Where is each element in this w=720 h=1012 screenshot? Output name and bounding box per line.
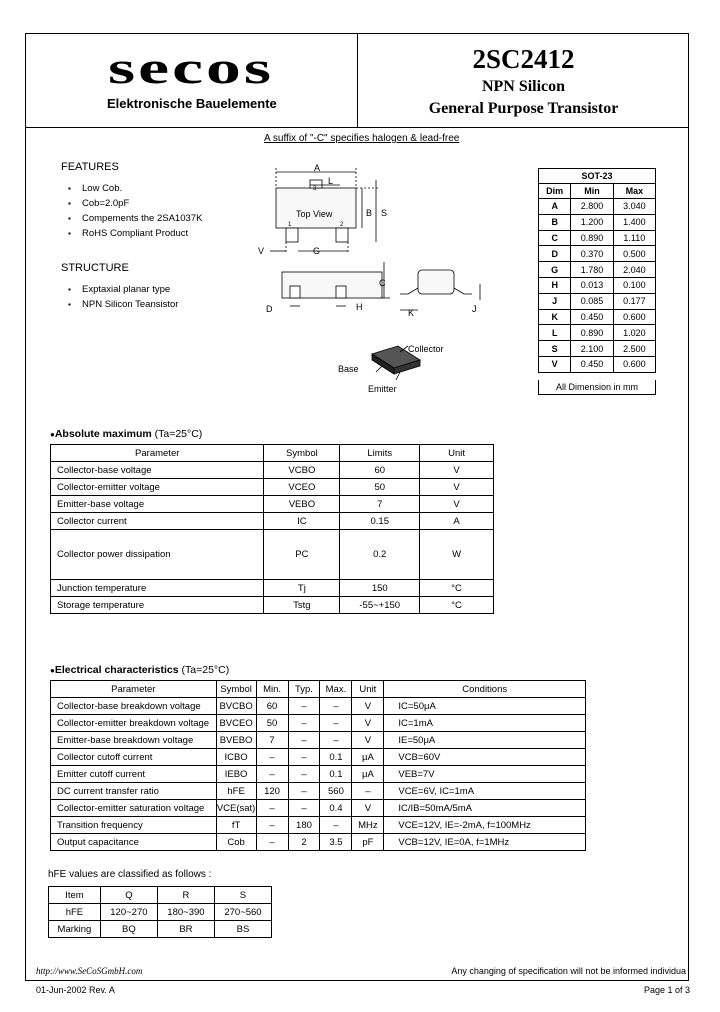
absolute-max-title: Absolute maximum bbox=[54, 428, 152, 440]
table-cell: – bbox=[320, 732, 352, 749]
dim-label-L: L bbox=[328, 176, 334, 186]
table-cell: ICBO bbox=[216, 749, 256, 766]
table-header: S bbox=[214, 887, 271, 904]
table-row bbox=[51, 462, 494, 479]
table-row bbox=[51, 749, 586, 766]
table-cell: – bbox=[288, 715, 320, 732]
electrical-heading bbox=[50, 664, 229, 676]
table-cell: – bbox=[320, 715, 352, 732]
svg-text:secos: secos bbox=[108, 52, 274, 90]
dim-cell: 0.370 bbox=[571, 246, 613, 262]
structure-item: ▪ NPN Silicon Teansistor bbox=[68, 297, 178, 312]
table-row bbox=[51, 783, 586, 800]
features-list bbox=[68, 181, 202, 241]
table-cell: Output capacitance bbox=[51, 834, 217, 851]
table-row bbox=[51, 580, 494, 597]
sot23-dimension-table bbox=[538, 168, 656, 373]
table-cell: – bbox=[256, 766, 288, 783]
dim-cell: K bbox=[539, 309, 571, 325]
table-row bbox=[49, 904, 272, 921]
table-row bbox=[51, 800, 586, 817]
table-row bbox=[51, 530, 494, 580]
dim-cell: 1.780 bbox=[571, 262, 613, 278]
dim-row bbox=[539, 199, 656, 215]
table-cell: V bbox=[352, 715, 384, 732]
table-cell: Collector current bbox=[51, 513, 264, 530]
table-header: Symbol bbox=[216, 681, 256, 698]
table-cell: IC=1mA bbox=[384, 715, 586, 732]
table-cell: IE=50μA bbox=[384, 732, 586, 749]
table-row bbox=[51, 715, 586, 732]
dim-row bbox=[539, 246, 656, 262]
feature-item: ▪ RoHS Compliant Product bbox=[68, 226, 202, 241]
table-cell: VEBO bbox=[264, 496, 340, 513]
table-header: Item bbox=[49, 887, 101, 904]
table-cell: 120 bbox=[256, 783, 288, 800]
table-cell: – bbox=[320, 698, 352, 715]
table-row bbox=[51, 766, 586, 783]
features-title: FEATURES bbox=[61, 161, 119, 173]
table-cell: 0.1 bbox=[320, 766, 352, 783]
dim-row bbox=[539, 262, 656, 278]
table-cell: – bbox=[288, 732, 320, 749]
pin-3-label: 3 bbox=[313, 186, 317, 192]
table-cell: -55~+150 bbox=[340, 597, 420, 614]
table-cell: BVEBO bbox=[216, 732, 256, 749]
table-cell: 60 bbox=[256, 698, 288, 715]
dim-header: Dim bbox=[539, 184, 571, 199]
table-cell: IEBO bbox=[216, 766, 256, 783]
table-cell: 150 bbox=[340, 580, 420, 597]
table-cell: 0.2 bbox=[340, 530, 420, 580]
dim-cell: 0.600 bbox=[613, 309, 655, 325]
dim-row bbox=[539, 356, 656, 372]
table-cell: – bbox=[352, 783, 384, 800]
dim-label-V: V bbox=[258, 246, 265, 256]
table-cell: Collector power dissipation bbox=[51, 530, 264, 580]
dim-cell: D bbox=[539, 246, 571, 262]
dim-label-K: K bbox=[408, 308, 415, 318]
table-cell: BQ bbox=[100, 921, 157, 938]
table-cell: °C bbox=[420, 597, 494, 614]
table-cell: IC bbox=[264, 513, 340, 530]
table-cell: 560 bbox=[320, 783, 352, 800]
table-header: Unit bbox=[352, 681, 384, 698]
sot23-package-drawing bbox=[250, 158, 500, 403]
pin-1-label: 1 bbox=[288, 222, 292, 228]
table-cell: V bbox=[420, 462, 494, 479]
footer-page-number: Page 1 of 3 bbox=[643, 985, 690, 995]
table-cell: MHz bbox=[352, 817, 384, 834]
table-cell: – bbox=[288, 749, 320, 766]
dim-cell: 2.500 bbox=[613, 341, 655, 357]
dim-label-A: A bbox=[313, 163, 321, 173]
table-row bbox=[51, 597, 494, 614]
absolute-max-heading bbox=[50, 428, 202, 440]
table-row bbox=[51, 479, 494, 496]
electrical-characteristics-table bbox=[50, 680, 586, 851]
table-cell: BVCEO bbox=[216, 715, 256, 732]
table-header: Typ. bbox=[288, 681, 320, 698]
top-view-label: Top View bbox=[296, 209, 333, 219]
table-cell: – bbox=[288, 783, 320, 800]
table-cell: 7 bbox=[256, 732, 288, 749]
dim-row bbox=[539, 325, 656, 341]
dim-cell: 2.800 bbox=[571, 199, 613, 215]
table-header: Parameter bbox=[51, 445, 264, 462]
table-header: Conditions bbox=[384, 681, 586, 698]
table-cell: – bbox=[288, 800, 320, 817]
footer-disclaimer: Any changing of specification will not be informed individua bbox=[451, 966, 686, 976]
hfe-classification-table bbox=[48, 886, 272, 938]
table-cell: IC/IB=50mA/5mA bbox=[384, 800, 586, 817]
dim-cell: 0.450 bbox=[571, 309, 613, 325]
dim-cell: 0.013 bbox=[571, 277, 613, 293]
table-header: Min. bbox=[256, 681, 288, 698]
table-cell: Tj bbox=[264, 580, 340, 597]
dim-cell: L bbox=[539, 325, 571, 341]
table-cell: W bbox=[420, 530, 494, 580]
table-cell: VCE=6V, IC=1mA bbox=[384, 783, 586, 800]
dim-table-note: All Dimension in mm bbox=[538, 380, 656, 395]
dim-row bbox=[539, 293, 656, 309]
table-cell: 50 bbox=[256, 715, 288, 732]
dim-cell: 0.890 bbox=[571, 230, 613, 246]
table-cell: Junction temperature bbox=[51, 580, 264, 597]
dim-cell: 1.400 bbox=[613, 214, 655, 230]
dim-header: Max bbox=[613, 184, 655, 199]
table-cell: – bbox=[256, 817, 288, 834]
table-cell: V bbox=[352, 800, 384, 817]
dim-label-C: C bbox=[379, 278, 386, 288]
dim-cell: 2.100 bbox=[571, 341, 613, 357]
feature-item: ▪ Low Cob. bbox=[68, 181, 202, 196]
table-cell: 270~560 bbox=[214, 904, 271, 921]
dim-table-title: SOT-23 bbox=[539, 169, 656, 184]
dim-row bbox=[539, 277, 656, 293]
subtitle-type: NPN Silicon bbox=[481, 78, 566, 95]
dim-cell: 0.085 bbox=[571, 293, 613, 309]
part-number: 2SC2412 bbox=[472, 44, 575, 74]
table-cell: Tstg bbox=[264, 597, 340, 614]
dim-label-S: S bbox=[381, 208, 388, 218]
table-cell: Collector-emitter saturation voltage bbox=[51, 800, 217, 817]
table-cell: V bbox=[420, 479, 494, 496]
table-row bbox=[51, 834, 586, 851]
table-cell: DC current transfer ratio bbox=[51, 783, 217, 800]
table-cell: PC bbox=[264, 530, 340, 580]
emitter-label: Emitter bbox=[368, 384, 397, 394]
dim-cell: A bbox=[539, 199, 571, 215]
dim-cell: 3.040 bbox=[613, 199, 655, 215]
electrical-title: Electrical characteristics bbox=[54, 664, 179, 676]
table-cell: A bbox=[420, 513, 494, 530]
table-cell: IC=50μA bbox=[384, 698, 586, 715]
table-header: Unit bbox=[420, 445, 494, 462]
dim-cell: J bbox=[539, 293, 571, 309]
table-row bbox=[51, 513, 494, 530]
dim-cell: B bbox=[539, 214, 571, 230]
table-header: Parameter bbox=[51, 681, 217, 698]
bullet-icon: ● bbox=[50, 430, 55, 439]
table-cell: Collector-emitter breakdown voltage bbox=[51, 715, 217, 732]
dim-cell: 1.200 bbox=[571, 214, 613, 230]
table-cell: Collector-base breakdown voltage bbox=[51, 698, 217, 715]
table-cell: Cob bbox=[216, 834, 256, 851]
table-cell: hFE bbox=[216, 783, 256, 800]
table-header: Limits bbox=[340, 445, 420, 462]
table-cell: 120~270 bbox=[100, 904, 157, 921]
dim-row bbox=[539, 230, 656, 246]
table-cell: V bbox=[352, 732, 384, 749]
suffix-note: A suffix of "-C" specifies halogen & lead-free bbox=[264, 133, 460, 144]
table-cell: fT bbox=[216, 817, 256, 834]
dim-cell: 0.890 bbox=[571, 325, 613, 341]
table-cell: Collector-base voltage bbox=[51, 462, 264, 479]
table-cell: Emitter-base breakdown voltage bbox=[51, 732, 217, 749]
dim-cell: 0.600 bbox=[613, 356, 655, 372]
table-cell: V bbox=[420, 496, 494, 513]
feature-item: ▪ Cob=2.0pF bbox=[68, 196, 202, 211]
dim-row bbox=[539, 214, 656, 230]
feature-item: ▪ Compements the 2SA1037K bbox=[68, 211, 202, 226]
header-bottom-line bbox=[25, 127, 689, 128]
table-row bbox=[51, 496, 494, 513]
table-cell: – bbox=[256, 749, 288, 766]
table-header: Q bbox=[100, 887, 157, 904]
table-cell: Collector cutoff current bbox=[51, 749, 217, 766]
pin-2-label: 2 bbox=[340, 222, 344, 228]
table-cell: VCEO bbox=[264, 479, 340, 496]
company-name: Elektronische Bauelemente bbox=[107, 96, 277, 111]
dim-row bbox=[539, 309, 656, 325]
absolute-max-table bbox=[50, 444, 494, 614]
dim-cell: 2.040 bbox=[613, 262, 655, 278]
subtitle-description: General Purpose Transistor bbox=[428, 100, 619, 117]
dim-cell: S bbox=[539, 341, 571, 357]
table-cell: – bbox=[288, 698, 320, 715]
dim-cell: G bbox=[539, 262, 571, 278]
dim-cell: 1.110 bbox=[613, 230, 655, 246]
table-cell: Emitter cutoff current bbox=[51, 766, 217, 783]
table-cell: Transition frequency bbox=[51, 817, 217, 834]
dim-cell: V bbox=[539, 356, 571, 372]
table-header: Symbol bbox=[264, 445, 340, 462]
table-header-row bbox=[49, 887, 272, 904]
table-cell: 0.4 bbox=[320, 800, 352, 817]
table-cell: – bbox=[288, 766, 320, 783]
table-cell: BS bbox=[214, 921, 271, 938]
table-cell: VCB=12V, IE=0A, f=1MHz bbox=[384, 834, 586, 851]
table-header: Max. bbox=[320, 681, 352, 698]
table-cell: Collector-emitter voltage bbox=[51, 479, 264, 496]
table-row bbox=[51, 698, 586, 715]
table-cell: 180 bbox=[288, 817, 320, 834]
dim-label-G: G bbox=[313, 246, 321, 256]
table-cell: 0.15 bbox=[340, 513, 420, 530]
table-cell: 60 bbox=[340, 462, 420, 479]
dim-cell: 0.100 bbox=[613, 277, 655, 293]
dim-row bbox=[539, 341, 656, 357]
secos-logo bbox=[108, 52, 274, 90]
table-cell: 50 bbox=[340, 479, 420, 496]
dim-cell: C bbox=[539, 230, 571, 246]
table-cell: 2 bbox=[288, 834, 320, 851]
footer-website-link[interactable]: http://www.SeCoSGmbH.com bbox=[36, 966, 143, 976]
table-header-row bbox=[51, 445, 494, 462]
table-cell: hFE bbox=[49, 904, 101, 921]
table-cell: VCBO bbox=[264, 462, 340, 479]
table-row bbox=[51, 817, 586, 834]
table-cell: VCE=12V, IE=-2mA, f=100MHz bbox=[384, 817, 586, 834]
table-cell: VCB=60V bbox=[384, 749, 586, 766]
table-cell: μA bbox=[352, 766, 384, 783]
table-header-row bbox=[51, 681, 586, 698]
dim-cell: 1.020 bbox=[613, 325, 655, 341]
table-row bbox=[49, 921, 272, 938]
table-header: R bbox=[157, 887, 214, 904]
table-cell: °C bbox=[420, 580, 494, 597]
structure-item: ▪ Exptaxial planar type bbox=[68, 282, 178, 297]
hfe-classification-title: hFE values are classified as follows : bbox=[48, 869, 212, 880]
table-cell: 0.1 bbox=[320, 749, 352, 766]
table-cell: BR bbox=[157, 921, 214, 938]
footer-date-revision: 01-Jun-2002 Rev. A bbox=[36, 985, 115, 995]
dim-cell: 0.450 bbox=[571, 356, 613, 372]
electrical-condition: (Ta=25°C) bbox=[181, 664, 230, 676]
table-cell: pF bbox=[352, 834, 384, 851]
table-cell: VCE(sat) bbox=[216, 800, 256, 817]
dim-label-D: D bbox=[266, 304, 273, 314]
table-cell: 3.5 bbox=[320, 834, 352, 851]
table-cell: VEB=7V bbox=[384, 766, 586, 783]
table-row bbox=[51, 732, 586, 749]
table-cell: 7 bbox=[340, 496, 420, 513]
collector-label: Collector bbox=[408, 344, 444, 354]
dim-label-B: B bbox=[366, 208, 373, 218]
table-cell: μA bbox=[352, 749, 384, 766]
dim-cell: 0.500 bbox=[613, 246, 655, 262]
dim-header: Min bbox=[571, 184, 613, 199]
absolute-max-condition: (Ta=25°C) bbox=[154, 428, 203, 440]
dim-cell: 0.177 bbox=[613, 293, 655, 309]
table-cell: 180~390 bbox=[157, 904, 214, 921]
dim-label-H: H bbox=[356, 302, 363, 312]
table-cell: – bbox=[256, 800, 288, 817]
table-cell: BVCBO bbox=[216, 698, 256, 715]
structure-title: STRUCTURE bbox=[61, 262, 129, 274]
dim-cell: H bbox=[539, 277, 571, 293]
table-cell: Emitter-base voltage bbox=[51, 496, 264, 513]
table-cell: – bbox=[256, 834, 288, 851]
bullet-icon: ● bbox=[50, 666, 55, 675]
table-cell: – bbox=[320, 817, 352, 834]
structure-list bbox=[68, 282, 178, 312]
base-label: Base bbox=[338, 364, 359, 374]
table-cell: Marking bbox=[49, 921, 101, 938]
dim-label-J: J bbox=[472, 304, 477, 314]
table-cell: Storage temperature bbox=[51, 597, 264, 614]
table-cell: V bbox=[352, 698, 384, 715]
